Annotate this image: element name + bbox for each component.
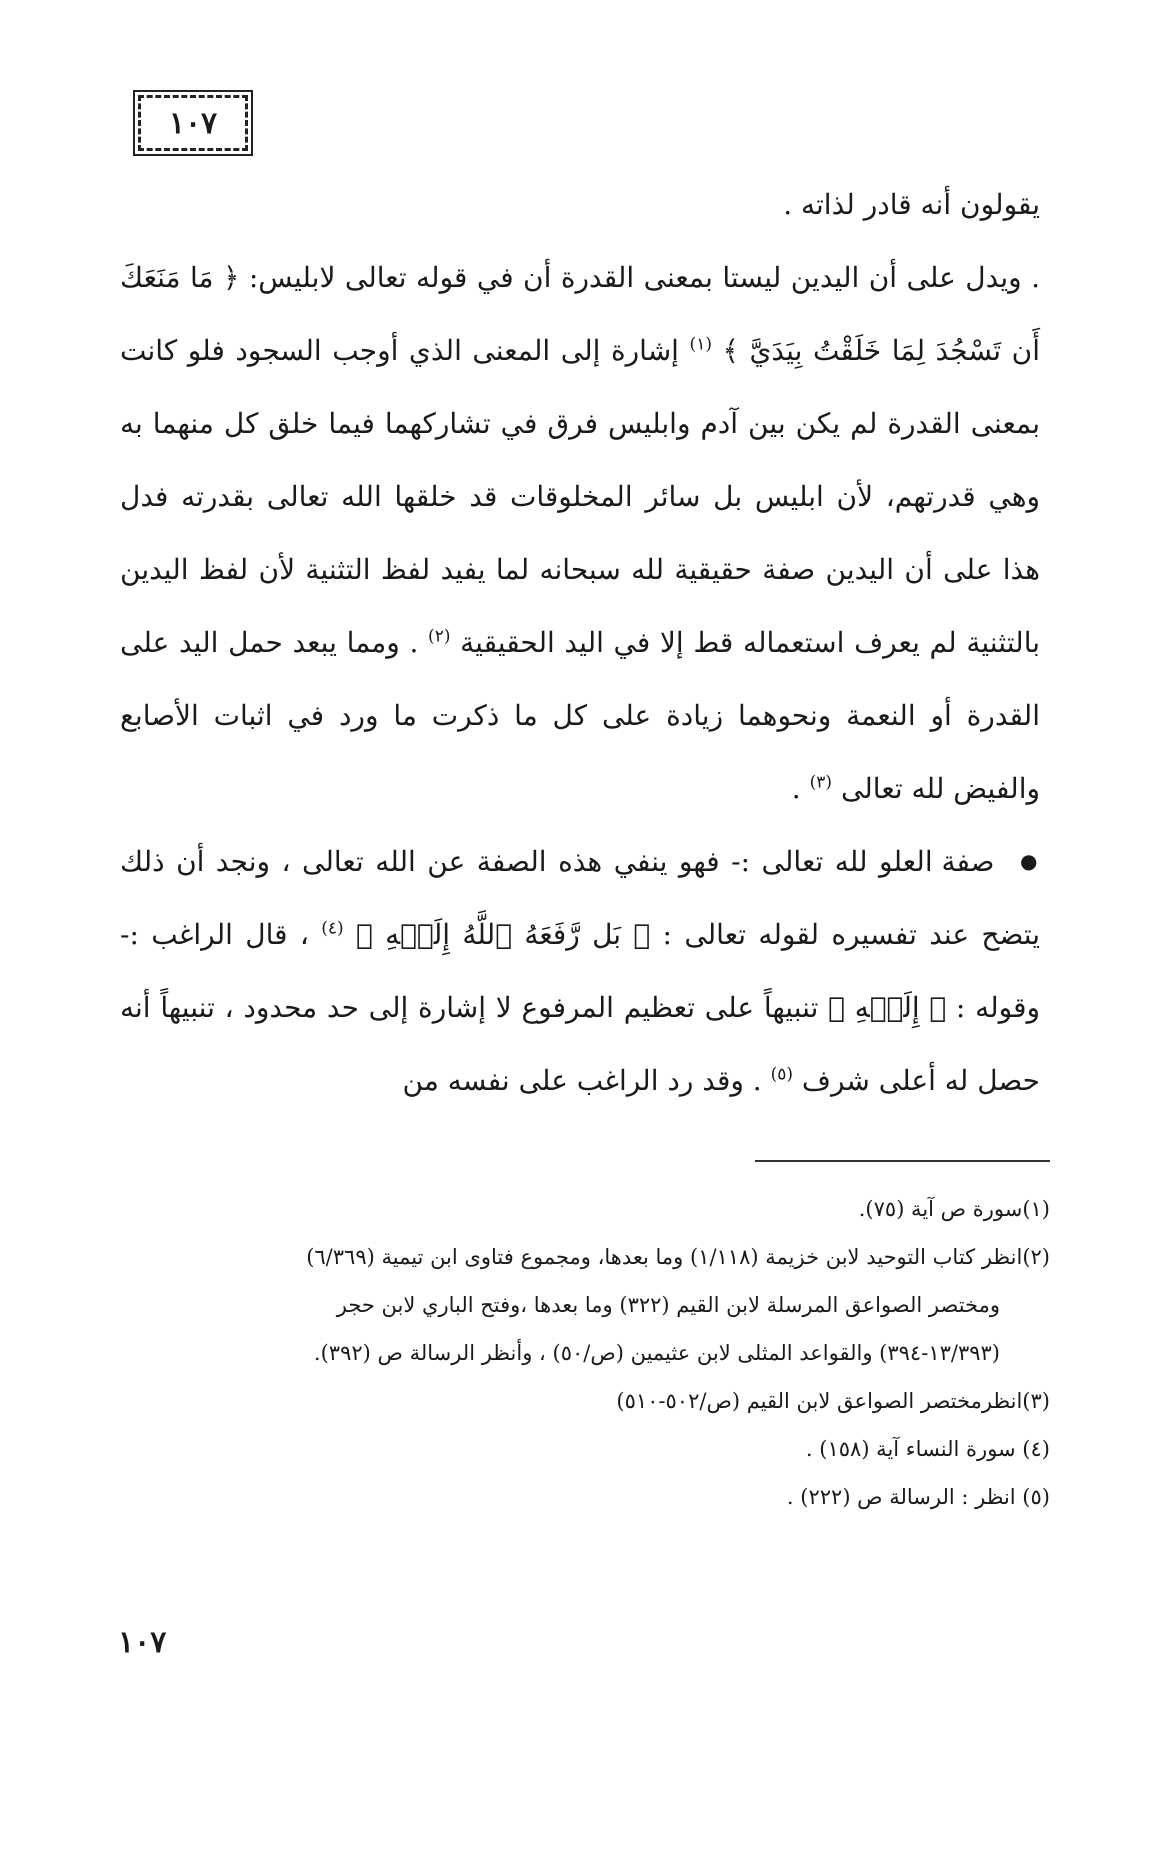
footnote-3: (٣)انظرمختصر الصواعق لابن القيم (ص/٥٠٢-٥١٠) bbox=[616, 1389, 1050, 1413]
footnote-ref-3: (٣) bbox=[809, 772, 833, 793]
paragraph-3 bbox=[120, 825, 1040, 1117]
paragraph-3-text: صفة العلو لله تعالى :- فهو ينفي هذه الصفة عن الله تعالى ، ونجد أن ذلك يتضح عند تفسيره لقوله تعالى : ﴿ بَل رَّفَعَهُ ٱللَّهُ إِلَيۡهِ ﴾ bbox=[120, 845, 1041, 951]
paragraph-3-rest: ، قال الراغب :- وقوله : ﴿ إِلَيۡهِ ﴾ تنبيهاً على تعظيم المرفوع لا إشارة إلى حد محدود ، تنبيهاً أنه حصل له أعلى شرف bbox=[120, 918, 1040, 1097]
footnote-1: (١)سورة ص آية (٧٥). bbox=[858, 1197, 1050, 1221]
footnote-ref-5: (٥) bbox=[770, 1064, 794, 1085]
footnote-ref-4: (٤) bbox=[321, 918, 344, 939]
main-body-text bbox=[120, 168, 1040, 1117]
footnote-ref-2: (٢) bbox=[428, 626, 451, 647]
page-number-header-text: ١٠٧ bbox=[168, 105, 218, 141]
footnotes bbox=[120, 1185, 1050, 1521]
paragraph-2 bbox=[120, 241, 1040, 825]
footnote-5: (٥) انظر : الرسالة ص (٢٢٢) . bbox=[786, 1485, 1050, 1509]
paragraph-2-rest: إشارة إلى المعنى الذي أوجب السجود فلو كانت بمعنى القدرة لم يكن بين آدم وابليس فرق في تشاركهما فيما خلق كل منهما به وهي قدرتهم، لأن ابليس بل سائر المخلوقات قد خلقها الله تعالى بقدرته فدل هذا على أن اليدين صفة حقيقية لله سبحانه لما يفيد لفظ التثنية لأن لفظ اليدين بالتثنية لم يعرف استعماله قط إلا في اليد الحقيقية bbox=[120, 334, 1041, 659]
page-number-footer: ١٠٧ bbox=[118, 1625, 167, 1660]
paragraph-2-end: . bbox=[791, 772, 801, 805]
paragraph-2-text: . ويدل على أن اليدين ليستا بمعنى القدرة أن في قوله تعالى لابليس: ﴿ مَا مَنَعَكَ أَن تَسْجُدَ لِمَا خَلَقْتُ بِيَدَيَّ ﴾ bbox=[120, 261, 1041, 367]
paragraph-3-end: . وقد رد الراغب على نفسه من bbox=[402, 1064, 762, 1097]
footnote-separator bbox=[755, 1160, 1050, 1162]
paragraph-1: يقولون أنه قادر لذاته . bbox=[783, 188, 1040, 221]
footnote-ref-1: (١) bbox=[689, 334, 712, 355]
footnote-2-line-1: (٢)انظر كتاب التوحيد لابن خزيمة (١/١١٨) وما بعدها، ومجموع فتاوى ابن تيمية (٦/٣٦٩) bbox=[306, 1245, 1050, 1269]
paragraph-2-rest-2: . ومما يبعد حمل اليد على القدرة أو النعمة ونحوهما زيادة على كل ما ذكرت ما ورد في اثبات الأصابع والفيض لله تعالى bbox=[120, 626, 1040, 805]
footnote-4: (٤) سورة النساء آية (١٥٨) . bbox=[805, 1437, 1050, 1461]
footnote-2-line-3: (١٣/٣٩٣-٣٩٤) والقواعد المثلى لابن عثيمين (ص/٥٠) ، وأنظر الرسالة ص (٣٩٢). bbox=[313, 1341, 1000, 1365]
page-number-header bbox=[138, 95, 248, 151]
footnote-2-line-2: ومختصر الصواعق المرسلة لابن القيم (٣٢٢) وما بعدها ،وفتح الباري لابن حجر bbox=[336, 1293, 1000, 1317]
